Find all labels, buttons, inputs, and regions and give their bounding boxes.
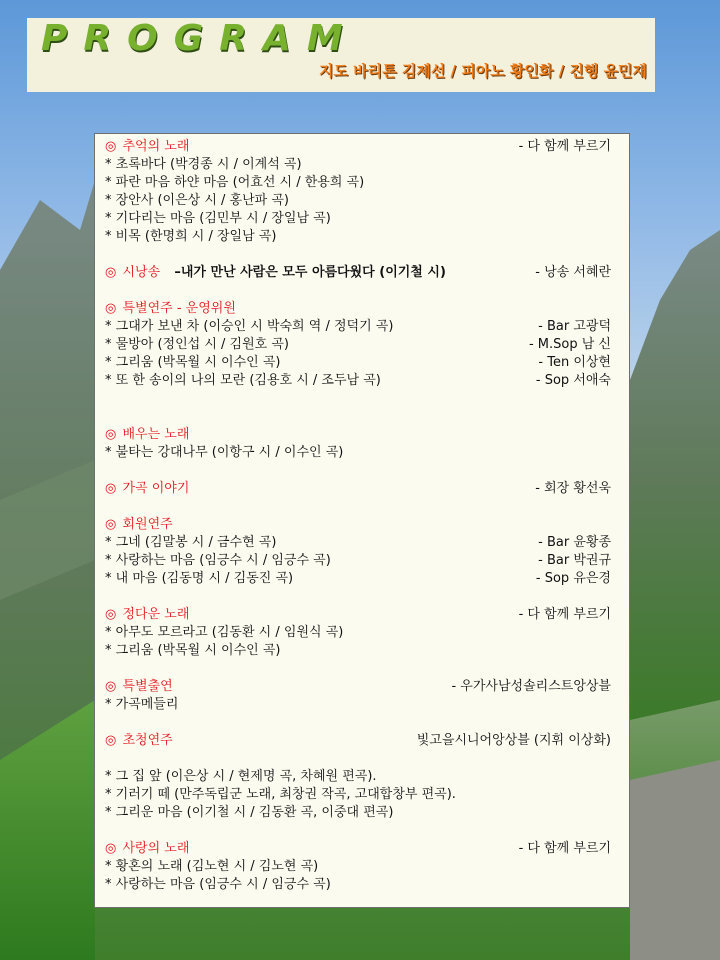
program-item: * 그 집 앞 (이은상 시 / 현제명 곡, 차혜원 편곡). bbox=[105, 769, 377, 784]
program-item: * 물방아 (정인섭 시 / 김원호 곡) - M.Sop 남 신 bbox=[105, 337, 611, 352]
section-marker-icon: ◎ bbox=[105, 679, 117, 694]
section-heading bbox=[105, 840, 619, 858]
program-item: * 그네 (김말봉 시 / 금수현 곡) - Bar 윤황종 bbox=[105, 535, 611, 550]
item-performer: - Sop 유은경 bbox=[535, 571, 611, 586]
section-title: 회원연주 bbox=[122, 517, 173, 532]
program-item: * 그리운 마음 (이기철 시 / 김동환 곡, 이중대 편곡) bbox=[105, 805, 394, 820]
section-performer: - 다 함께 부르기 bbox=[518, 607, 611, 622]
program-item: * 황혼의 노래 (김노현 시 / 김노현 곡) bbox=[105, 859, 319, 874]
item-performer: - Sop 서애숙 bbox=[535, 373, 611, 388]
section-heading bbox=[105, 606, 619, 624]
section-title: 정다운 노래 bbox=[122, 607, 190, 622]
program-title: PROGRAM bbox=[41, 18, 359, 59]
program-item: * 비목 (한명희 시 / 장일남 곡) bbox=[105, 229, 277, 244]
program-item: * 그대가 보낸 차 (이승인 시 박숙희 역 / 정덕기 곡) - Bar 고광덕 bbox=[105, 319, 611, 334]
program-item: * 그리움 (박목월 시 이수인 곡) - Ten 이상현 bbox=[105, 355, 611, 370]
program-item: * 초록바다 (박경종 시 / 이계석 곡) bbox=[105, 157, 302, 172]
section-title: 가곡 이야기 bbox=[122, 481, 190, 496]
section-marker-icon: ◎ bbox=[105, 733, 117, 748]
section-heading bbox=[105, 732, 619, 750]
program-item: * 기다리는 마음 (김민부 시 / 장일남 곡) bbox=[105, 211, 331, 226]
program-item: * 사랑하는 마음 (임긍수 시 / 임긍수 곡) - Bar 박권규 bbox=[105, 553, 611, 568]
program-item: * 또 한 송이의 나의 모란 (김용호 시 / 조두남 곡) - Sop 서애숙 bbox=[105, 373, 611, 388]
section-title: 초청연주 bbox=[122, 733, 173, 748]
item-performer: - Bar 윤황종 bbox=[538, 535, 611, 550]
section-title: 배우는 노래 bbox=[122, 427, 190, 442]
program-credits: 지도 바리톤 김제선 / 피아노 황인화 / 진행 윤민재 bbox=[318, 62, 647, 80]
item-performer: - Bar 고광덕 bbox=[538, 319, 611, 334]
section-heading bbox=[105, 516, 619, 534]
program-header bbox=[27, 18, 655, 92]
item-performer: - M.Sop 남 신 bbox=[528, 337, 611, 352]
section-marker-icon: ◎ bbox=[105, 607, 117, 622]
section-subtitle: –내가 만난 사람은 모두 아름다웠다 (이기철 시) bbox=[174, 265, 446, 280]
section-title: 추억의 노래 bbox=[122, 139, 190, 154]
section-performer: - 회장 황선욱 bbox=[535, 481, 611, 496]
program-item: * 그리움 (박목월 시 이수인 곡) bbox=[105, 643, 281, 658]
item-performer: - Ten 이상현 bbox=[538, 355, 611, 370]
section-title: 사랑의 노래 bbox=[122, 841, 190, 856]
section-performer: 빛고을시니어앙상블 (지휘 이상화) bbox=[416, 733, 611, 748]
section-marker-icon: ◎ bbox=[105, 481, 117, 496]
section-performer: - 우가사남성솔리스트앙상블 bbox=[451, 679, 611, 694]
program-item: * 사랑하는 마음 (임긍수 시 / 임긍수 곡) bbox=[105, 877, 331, 892]
item-performer: - Bar 박권규 bbox=[538, 553, 611, 568]
program-item: * 아무도 모르라고 (김동환 시 / 임원식 곡) bbox=[105, 625, 344, 640]
section-title: 특별연주 - 운영위원 bbox=[122, 301, 236, 316]
section-performer: - 다 함께 부르기 bbox=[518, 841, 611, 856]
section-marker-icon: ◎ bbox=[105, 841, 117, 856]
section-marker-icon: ◎ bbox=[105, 139, 117, 154]
section-marker-icon: ◎ bbox=[105, 427, 117, 442]
section-heading bbox=[105, 426, 619, 444]
section-performer: - 낭송 서혜란 bbox=[535, 265, 611, 280]
section-performer: - 다 함께 부르기 bbox=[518, 139, 611, 154]
section-heading bbox=[105, 138, 619, 156]
section-heading bbox=[105, 264, 619, 282]
program-item: * 내 마음 (김동명 시 / 김동진 곡) - Sop 유은경 bbox=[105, 571, 611, 586]
section-title: 특별출연 bbox=[122, 679, 173, 694]
program-item: * 불타는 강대나무 (이항구 시 / 이수인 곡) bbox=[105, 445, 344, 460]
program-item: * 파란 마음 하얀 마음 (어효선 시 / 한용희 곡) bbox=[105, 175, 365, 190]
program-panel bbox=[94, 133, 630, 908]
program-item: * 장안사 (이은상 시 / 홍난파 곡) bbox=[105, 193, 289, 208]
section-heading bbox=[105, 480, 619, 498]
program-item: * 기러기 떼 (만주독립군 노래, 최창권 작곡, 고대합창부 편곡). bbox=[105, 787, 456, 802]
section-marker-icon: ◎ bbox=[105, 265, 117, 280]
section-title: 시낭송 bbox=[122, 265, 161, 280]
section-marker-icon: ◎ bbox=[105, 517, 117, 532]
section-marker-icon: ◎ bbox=[105, 301, 117, 316]
section-heading bbox=[105, 678, 619, 696]
section-heading bbox=[105, 300, 619, 318]
program-item: * 가곡메들리 bbox=[105, 697, 179, 712]
